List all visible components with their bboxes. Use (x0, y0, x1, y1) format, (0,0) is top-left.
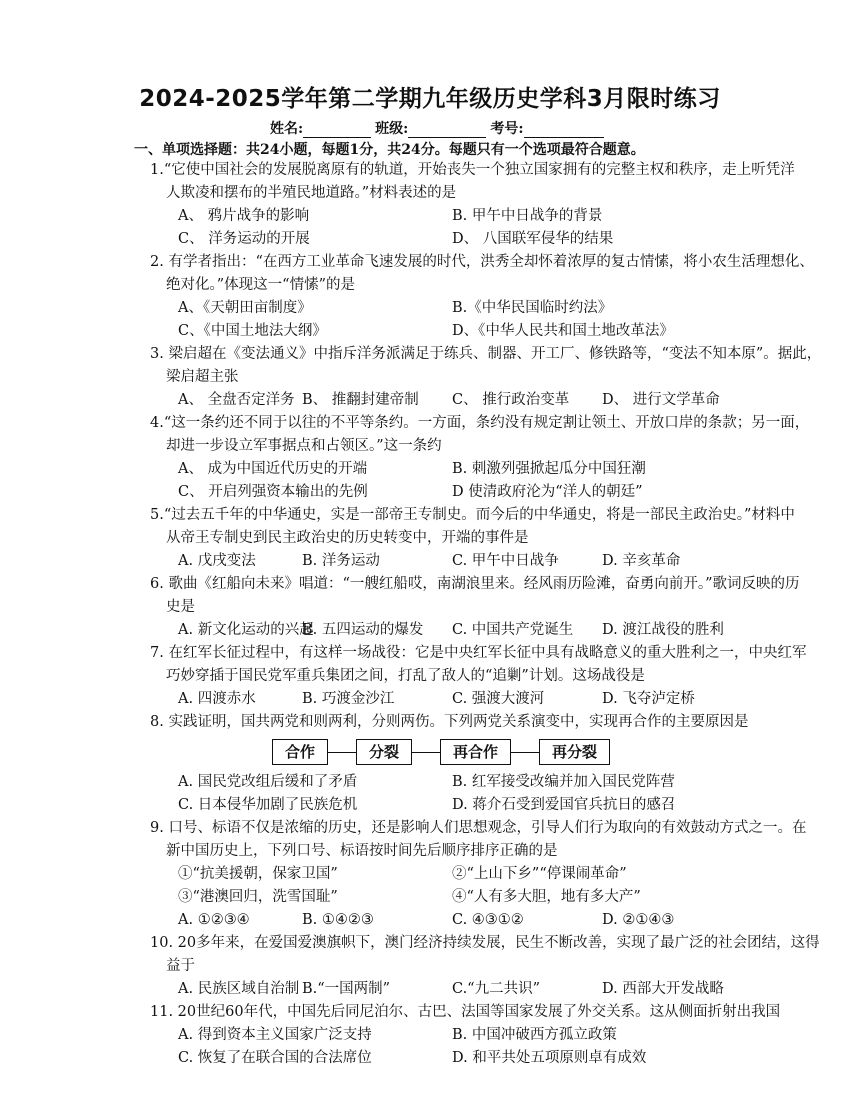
flow-box: 再合作 (440, 739, 511, 765)
option-d: D. 渡江战役的胜利 (602, 622, 724, 638)
option-d: D. 和平共处五项原则卓有成效 (452, 1050, 647, 1066)
option-d: D. 蒋介石受到爱国官兵抗日的感召 (452, 797, 676, 813)
option-d: D、《中华人民共和国土地改革法》 (452, 323, 674, 339)
option-b: B. 巧渡金沙江 (302, 691, 395, 707)
question-line: 新中国历史上，下列口号、标语按时间先后顺序排序正确的是 (166, 843, 558, 859)
option-a: A、《天朝田亩制度》 (178, 300, 312, 316)
option-d: D 使清政府沦为“洋人的朝廷” (452, 484, 643, 500)
question-line: 10. 20多年来，在爱国爱澳旗帜下，澳门经济持续发展，民生不断改善，实现了最广泛的社会团结，这得 (150, 935, 820, 951)
option-d: D、 进行文学革命 (602, 392, 720, 408)
question-line: 5.“过去五千年的中华通史，实是一部帝王专制史。而今后的中华通史，将是一部民主政治史。”材料中 (150, 507, 795, 523)
option-a: A. 新文化运动的兴起 (178, 622, 314, 638)
exam-number-blank (524, 125, 604, 138)
option-c: C、 推行政治变革 (452, 392, 570, 408)
option-c: C. ④③①② (452, 912, 524, 928)
option-a: A. 四渡赤水 (178, 691, 256, 707)
question-line: 9. 口号、标语不仅是浓缩的历史，还是影响人们思想观念，引导人们行为取向的有效鼓动方式之一。在 (150, 820, 807, 836)
class-blank (408, 125, 486, 138)
option-d: D. ②①④③ (602, 912, 675, 928)
option-a: A. 戊戌变法 (178, 553, 256, 569)
option-c: C. 恢复了在联合国的合法席位 (178, 1050, 372, 1066)
question-line: 人欺凌和摆布的半殖民地道路。”材料表述的是 (166, 185, 457, 201)
statement-item: ③“港澳回归，洗雪国耻” (178, 889, 338, 905)
statement-item: ①“抗美援朝，保家卫国” (178, 866, 338, 882)
statement-item: ④“人有多大胆，地有多大产” (452, 889, 641, 905)
option-d: D. 西部大开发战略 (602, 981, 724, 997)
option-d: D. 飞夺泸定桥 (602, 691, 695, 707)
section-heading: 一、单项选择题：共24小题，每题1分，共24分。每题只有一个选项最符合题意。 (134, 142, 645, 158)
name-blank (303, 125, 371, 138)
question-line: 却进一步设立军事据点和占领区。”这一条约 (166, 438, 442, 454)
question-line: 益于 (166, 958, 195, 974)
option-a: A. 民族区域自治制 (178, 981, 300, 997)
student-info-row (270, 118, 630, 138)
option-c: C. 强渡大渡河 (452, 691, 545, 707)
question-line: 1.“它使中国社会的发展脱离原有的轨道，开始丧失一个独立国家拥有的完整主权和秩序，走上听凭洋 (150, 162, 795, 178)
question-line: 6. 歌曲《红船向未来》唱道：“一艘红船哎，南湖浪里来。经风雨历险滩，奋勇向前开。”歌词反映的历 (150, 576, 800, 592)
question-line: 4.“这一条约还不同于以往的不平等条约。一方面，条约没有规定割让领土、开放口岸的条款；另一面， (150, 415, 810, 431)
option-b: B. 中国冲破西方孤立政策 (452, 1027, 617, 1043)
option-a: A、 鸦片战争的影响 (178, 208, 310, 224)
option-c: C、 洋务运动的开展 (178, 231, 310, 247)
option-a: A. ①②③④ (178, 912, 250, 928)
statement-item: ②“上山下乡”“停课闹革命” (452, 866, 627, 882)
question-line: 8. 实践证明，国共两党和则两利，分则两伤。下列两党关系演变中，实现再合作的主要原因是 (150, 714, 749, 730)
flow-box: 分裂 (356, 739, 412, 765)
exam-number-label: 考号: (490, 121, 524, 137)
question-line: 巧妙穿插于国民党军重兵集团之间，打乱了敌人的“追剿”计划。这场战役是 (166, 668, 645, 684)
option-b: B. ①④②③ (302, 912, 374, 928)
question-line: 绝对化。”体现这一“情愫”的是 (166, 277, 355, 293)
option-b: B. 刺激列强掀起瓜分中国狂潮 (452, 461, 646, 477)
option-c: C. 中国共产党诞生 (452, 622, 574, 638)
option-d: D、 八国联军侵华的结果 (452, 231, 614, 247)
option-c: C、 开启列强资本输出的先例 (178, 484, 368, 500)
option-b: B. 五四运动的爆发 (302, 622, 424, 638)
option-b: B.“一国两制” (302, 981, 391, 997)
flow-box: 再分裂 (539, 739, 610, 765)
name-label: 姓名: (270, 121, 304, 137)
option-a: A. 得到资本主义国家广泛支持 (178, 1027, 372, 1043)
option-b: B、 推翻封建帝制 (302, 392, 419, 408)
option-c: C.“九二共识” (452, 981, 541, 997)
question-line: 11. 20世纪60年代，中国先后同尼泊尔、古巴、法国等国家发展了外交关系。这从侧面折射出我国 (150, 1004, 781, 1020)
class-label: 班级: (375, 121, 409, 137)
question-line: 从帝王专制史到民主政治史的历史转变中，开端的事件是 (166, 530, 529, 546)
question-line: 2. 有学者指出：“在西方工业革命飞速发展的时代，洪秀全却怀着浓厚的复古情愫，将小农生活理想化、 (150, 254, 814, 270)
flow-box: 合作 (272, 739, 328, 765)
question-line: 3. 梁启超在《变法通义》中指斥洋务派满足于练兵、制器、开工厂、修铁路等，“变法不知本原”。据此， (150, 346, 822, 362)
option-b: B. 红军接受改编并加入国民党阵营 (452, 774, 675, 790)
page-title: 2024-2025学年第二学期九年级历史学科3月限时练习 (139, 86, 721, 112)
option-b: B. 洋务运动 (302, 553, 380, 569)
question-line: 史是 (166, 599, 195, 615)
question-line: 梁启超主张 (166, 369, 239, 385)
option-b: B. 甲午中日战争的背景 (452, 208, 603, 224)
option-a: A、 成为中国近代历史的开端 (178, 461, 368, 477)
option-c: C. 日本侵华加剧了民族危机 (178, 797, 358, 813)
option-a: A. 国民党改组后缓和了矛盾 (178, 774, 358, 790)
option-b: B.《中华民国临时约法》 (452, 300, 613, 316)
option-c: C. 甲午中日战争 (452, 553, 559, 569)
question-line: 7. 在红军长征过程中，有这样一场战役：它是中央红军长征中具有战略意义的重大胜利之一，中央红军 (150, 645, 807, 661)
option-d: D. 辛亥革命 (602, 553, 681, 569)
option-a: A、 全盘否定洋务 (178, 392, 295, 408)
option-c: C、《中国土地法大纲》 (178, 323, 327, 339)
